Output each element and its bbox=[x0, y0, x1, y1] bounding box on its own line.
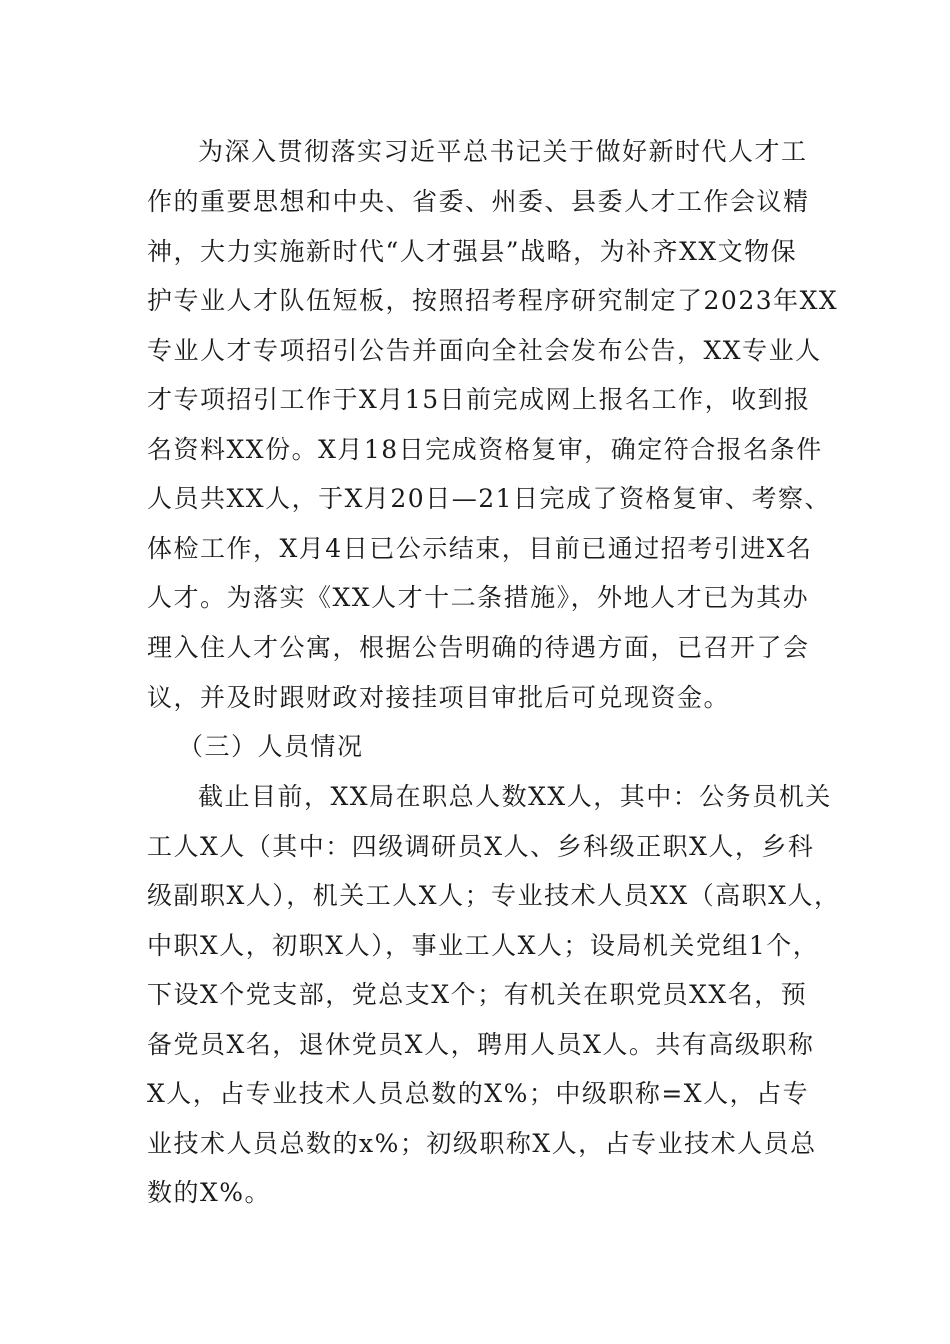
text-line: 级副职X人），机关工人X人；专业技术人员XX（高职X人， bbox=[147, 881, 841, 910]
text-line: 议，并及时跟财政对接挂项目审批后可兑现资金。 bbox=[147, 683, 731, 712]
text-line: 中职X人，初职X人），事业工人X人；设局机关党组1个， bbox=[147, 931, 820, 960]
text-line: 专业人才专项招引公告并面向全社会发布公告，XX专业人 bbox=[147, 336, 822, 365]
text-line: 才专项招引工作于X月15日前完成网上报名工作，收到报 bbox=[147, 385, 811, 414]
text-line: 备党员X名，退休党员X人，聘用人员X人。共有高级职称 bbox=[147, 1030, 815, 1059]
text-line: 作的重要思想和中央、省委、州委、县委人才工作会议精 bbox=[147, 187, 810, 216]
text-line: 人员共XX人，于X月20日—21日完成了资格复审、考察、 bbox=[147, 484, 832, 513]
text-line: 神，大力实施新时代“人才强县”战略，为补齐XX文物保 bbox=[147, 237, 798, 266]
text-line: 体检工作，X月4日已公示结束，目前已通过招考引进X名 bbox=[147, 534, 813, 563]
text-line: 为深入贯彻落实习近平总书记关于做好新时代人才工 bbox=[198, 137, 808, 166]
text-line: 人才。为落实《XX人才十二条措施》，外地人才已为其办 bbox=[147, 583, 810, 612]
text-line: 下设X个党支部，党总支X个；有机关在职党员XX名，预 bbox=[147, 980, 808, 1009]
text-line: 名资料XX份。X月18日完成资格复审，确定符合报名条件 bbox=[147, 435, 823, 464]
text-line: 数的X%。 bbox=[147, 1178, 272, 1207]
text-line: 业技术人员总数的x%；初级职称X人，占专业技术人员总 bbox=[147, 1129, 817, 1158]
text-line: 截止目前，XX局在职总人数XX人，其中：公务员机关 bbox=[198, 782, 832, 811]
text-line: 工人X人（其中：四级调研员X人、乡科级正职X人，乡科 bbox=[147, 832, 815, 861]
text-line: 护专业人才队伍短板，按照招考程序研究制定了2023年XX bbox=[147, 286, 839, 315]
section-heading: （三）人员情况 bbox=[178, 732, 364, 761]
text-line: X人，占专业技术人员总数的X%；中级职称=X人，占专 bbox=[147, 1079, 810, 1108]
text-line: 理入住人才公寓，根据公告明确的待遇方面，已召开了会 bbox=[147, 633, 810, 662]
